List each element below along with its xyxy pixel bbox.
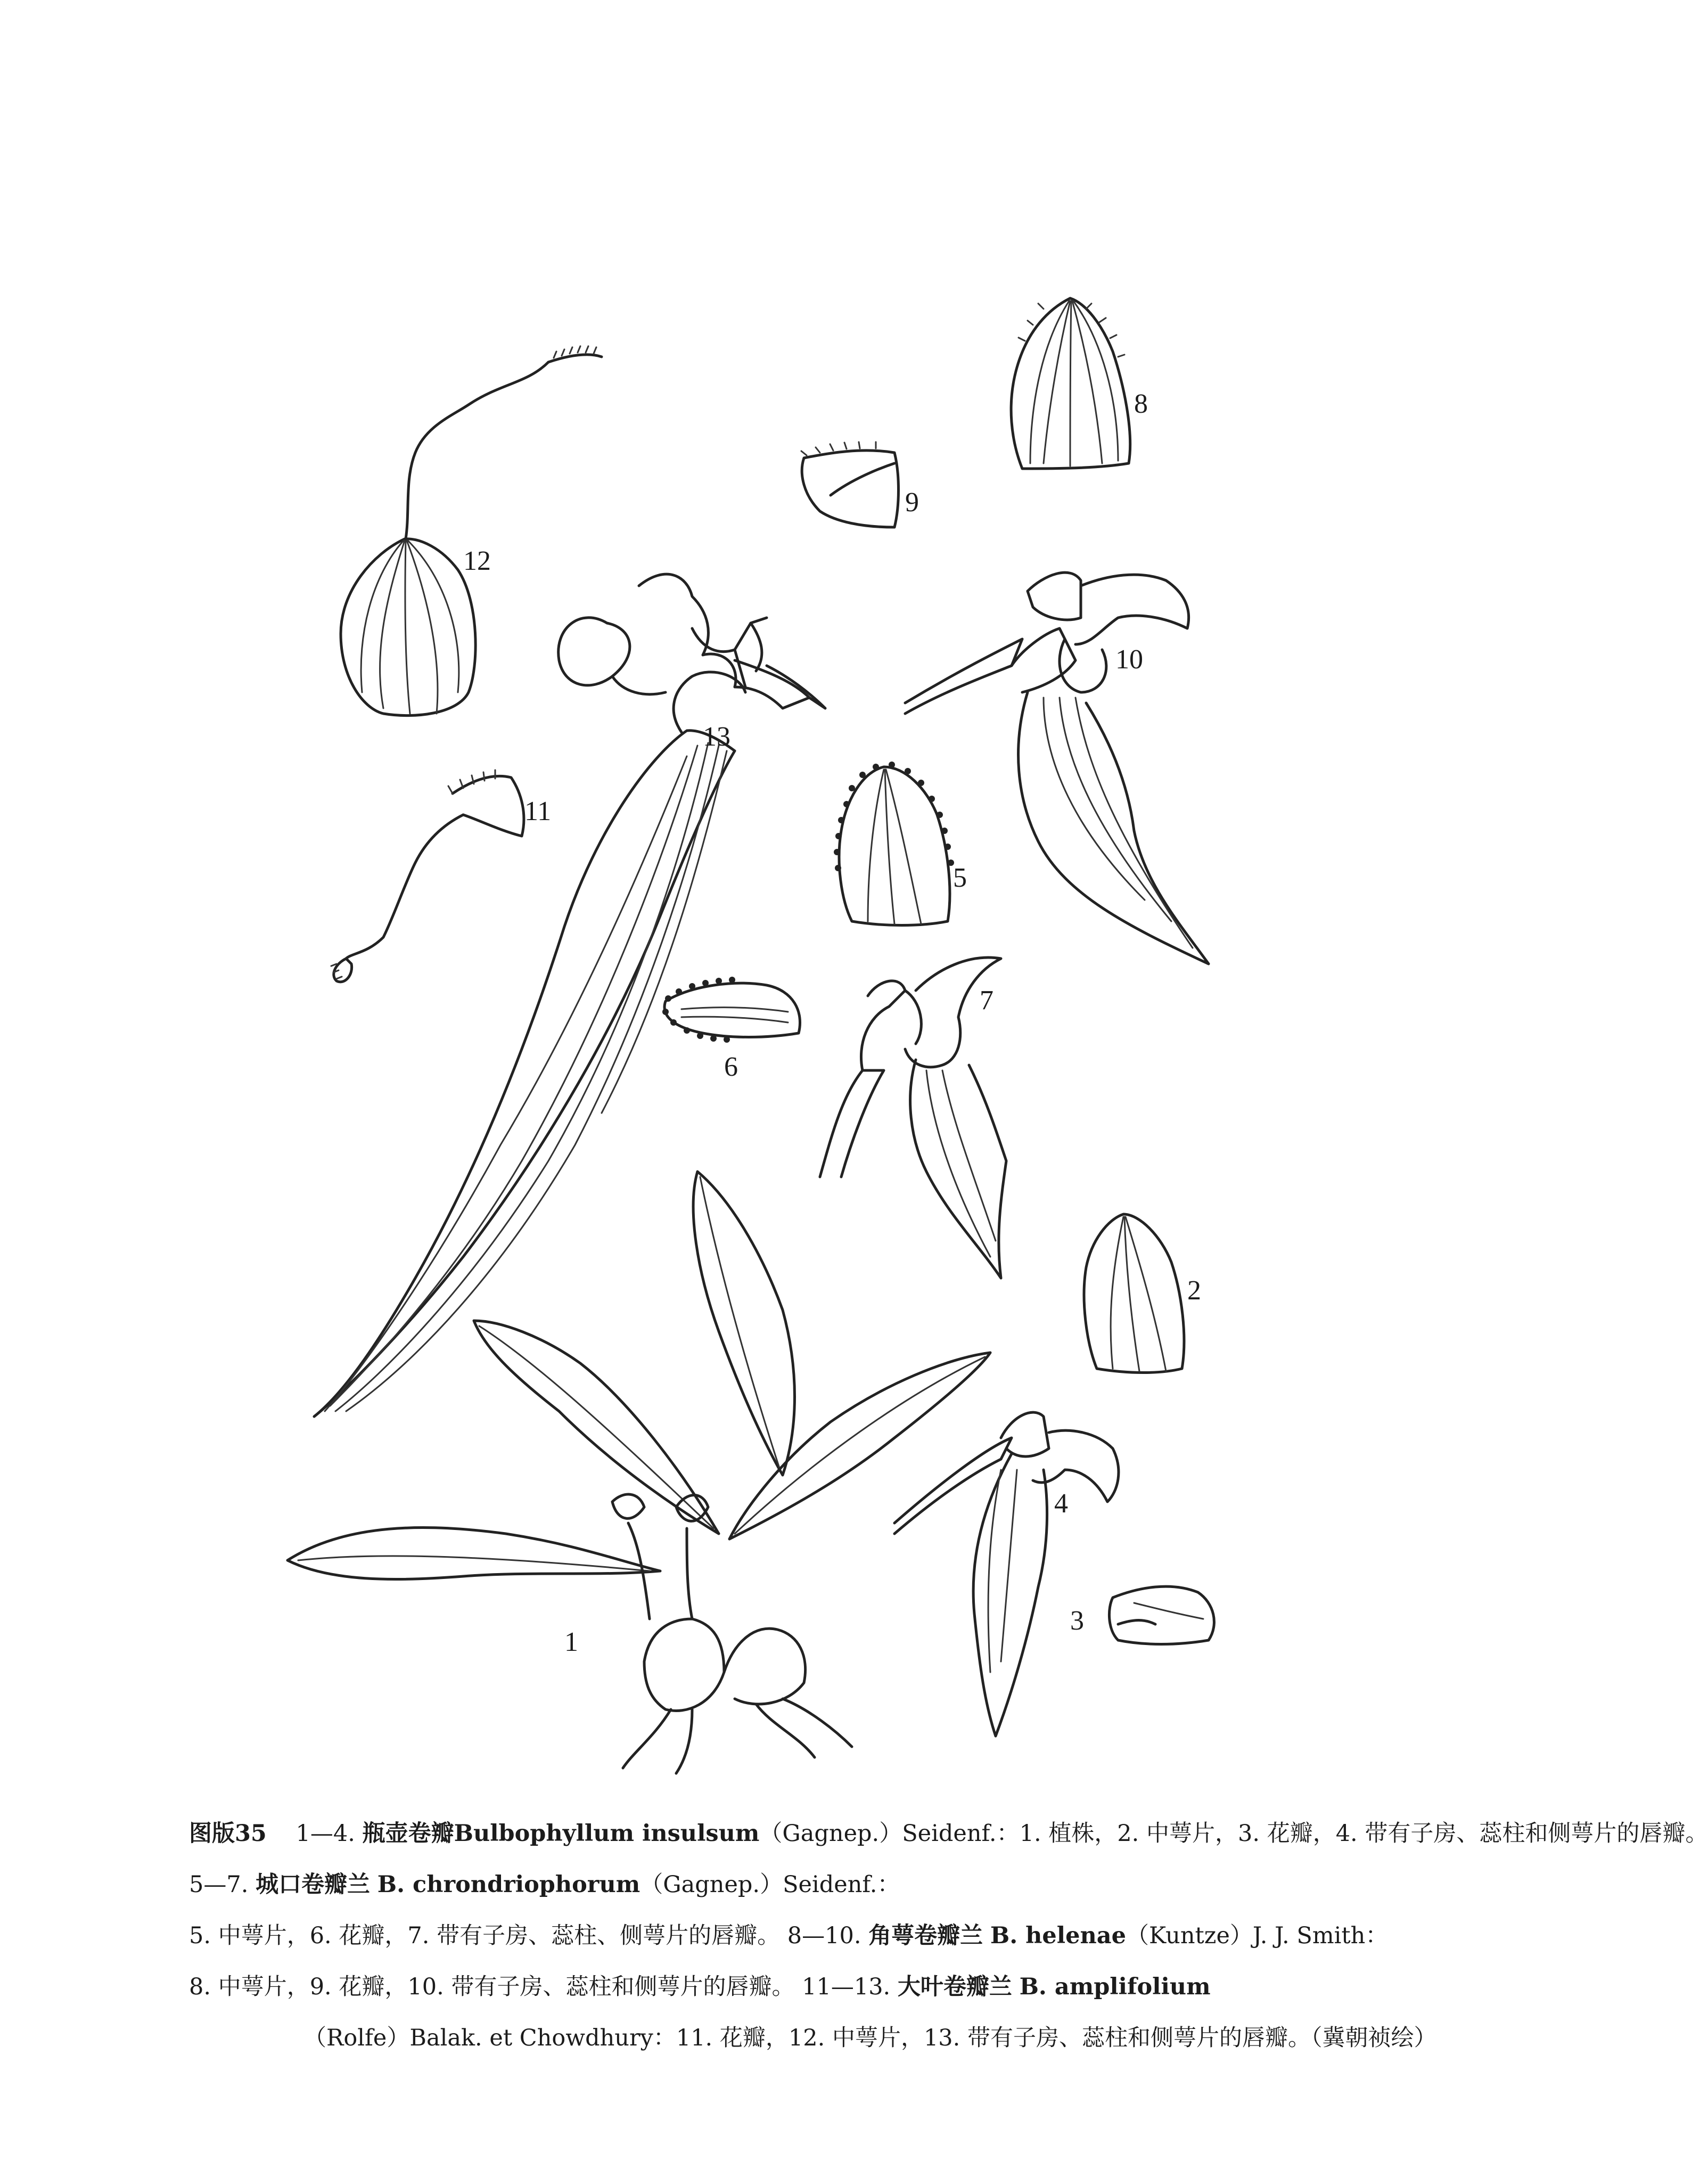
species-2-name-latin: B. chrondriophorum — [377, 1871, 640, 1898]
fig3-petal-drawing — [1109, 1586, 1214, 1644]
species-1-name-cn: 瓶壶卷瓣 — [362, 1820, 454, 1847]
species-2-range: 5—7. — [189, 1871, 249, 1898]
fig11-label: 11 — [524, 796, 552, 826]
fig5-papillae — [834, 762, 954, 871]
fig8-median-sepal-drawing — [1011, 298, 1130, 469]
fig6-petal-drawing — [662, 977, 800, 1043]
artist-credit: （冀朝祯绘） — [1311, 2025, 1437, 2051]
caption-line-1 — [189, 1808, 1708, 1859]
fig2-median-sepal-drawing — [1084, 1214, 1184, 1373]
species-4-name-latin: B. amplifolium — [1019, 1974, 1211, 2000]
plate-number: 图版35 — [189, 1820, 267, 1847]
fig4-label: 4 — [1054, 1488, 1068, 1519]
caption-line-4 — [189, 1961, 1376, 2012]
fig6-label: 6 — [724, 1052, 738, 1082]
caption-line-3 — [189, 1910, 1389, 1961]
species-3-name-cn: 角萼卷瓣兰 — [868, 1922, 983, 1949]
fig7-lip-with-column-drawing — [820, 957, 1006, 1278]
species-2-name-cn: 城口卷瓣兰 — [256, 1871, 371, 1898]
fig4-lip-with-column-drawing — [894, 1412, 1119, 1736]
species-1-range: 1—4. — [295, 1820, 355, 1847]
species-3-name-latin: B. helenae — [990, 1922, 1126, 1949]
fig2-label: 2 — [1187, 1275, 1201, 1306]
fig12-label: 12 — [463, 546, 491, 576]
species-1-author: （Gagnep.）Seidenf.： — [759, 1820, 1020, 1847]
fig11-petal-drawing — [331, 770, 524, 982]
fig13-lip-with-column-drawing — [314, 574, 825, 1417]
fig1-whole-plant-drawing — [288, 1172, 990, 1773]
species-3-author: （Kuntze）J. J. Smith： — [1126, 1922, 1389, 1949]
species-1-name-latin: Bulbophyllum insulsum — [454, 1820, 760, 1847]
fig9-petal-drawing — [801, 442, 899, 527]
species-2-parts: 5. 中萼片，6. 花瓣，7. 带有子房、蕊柱、侧萼片的唇瓣。 — [189, 1922, 781, 1949]
fig7-label: 7 — [980, 985, 993, 1016]
fig9-label: 9 — [905, 487, 919, 518]
species-4-author: （Rolfe）Balak. et Chowdhury： — [303, 2025, 676, 2051]
fig12-median-sepal-drawing — [341, 346, 602, 716]
fig5-median-sepal-drawing — [834, 762, 954, 926]
caption-line-5 — [189, 2012, 1437, 2064]
species-3-parts: 8. 中萼片，9. 花瓣，10. 带有子房、蕊柱和侧萼片的唇瓣。 — [189, 1974, 795, 2000]
caption-line-2 — [189, 1859, 1376, 1910]
fig3-label: 3 — [1070, 1606, 1084, 1636]
fig5-label: 5 — [953, 863, 967, 893]
species-3-range: 8—10. — [787, 1922, 861, 1949]
species-1-parts: 1. 植株，2. 中萼片，3. 花瓣，4. 带有子房、蕊柱和侧萼片的唇瓣。 — [1019, 1820, 1708, 1847]
species-4-parts: 11. 花瓣，12. 中萼片，13. 带有子房、蕊柱和侧萼片的唇瓣。 — [676, 2025, 1311, 2051]
fig8-label: 8 — [1134, 389, 1148, 419]
fig10-label: 10 — [1115, 644, 1143, 675]
fig1-label: 1 — [564, 1627, 578, 1657]
plate-caption — [189, 1808, 1708, 2064]
species-4-range: 11—13. — [802, 1974, 891, 2000]
species-4-name-cn: 大叶卷瓣兰 — [897, 1974, 1012, 2000]
fig13-label: 13 — [703, 722, 730, 752]
species-2-author: （Gagnep.）Seidenf.： — [640, 1871, 900, 1898]
